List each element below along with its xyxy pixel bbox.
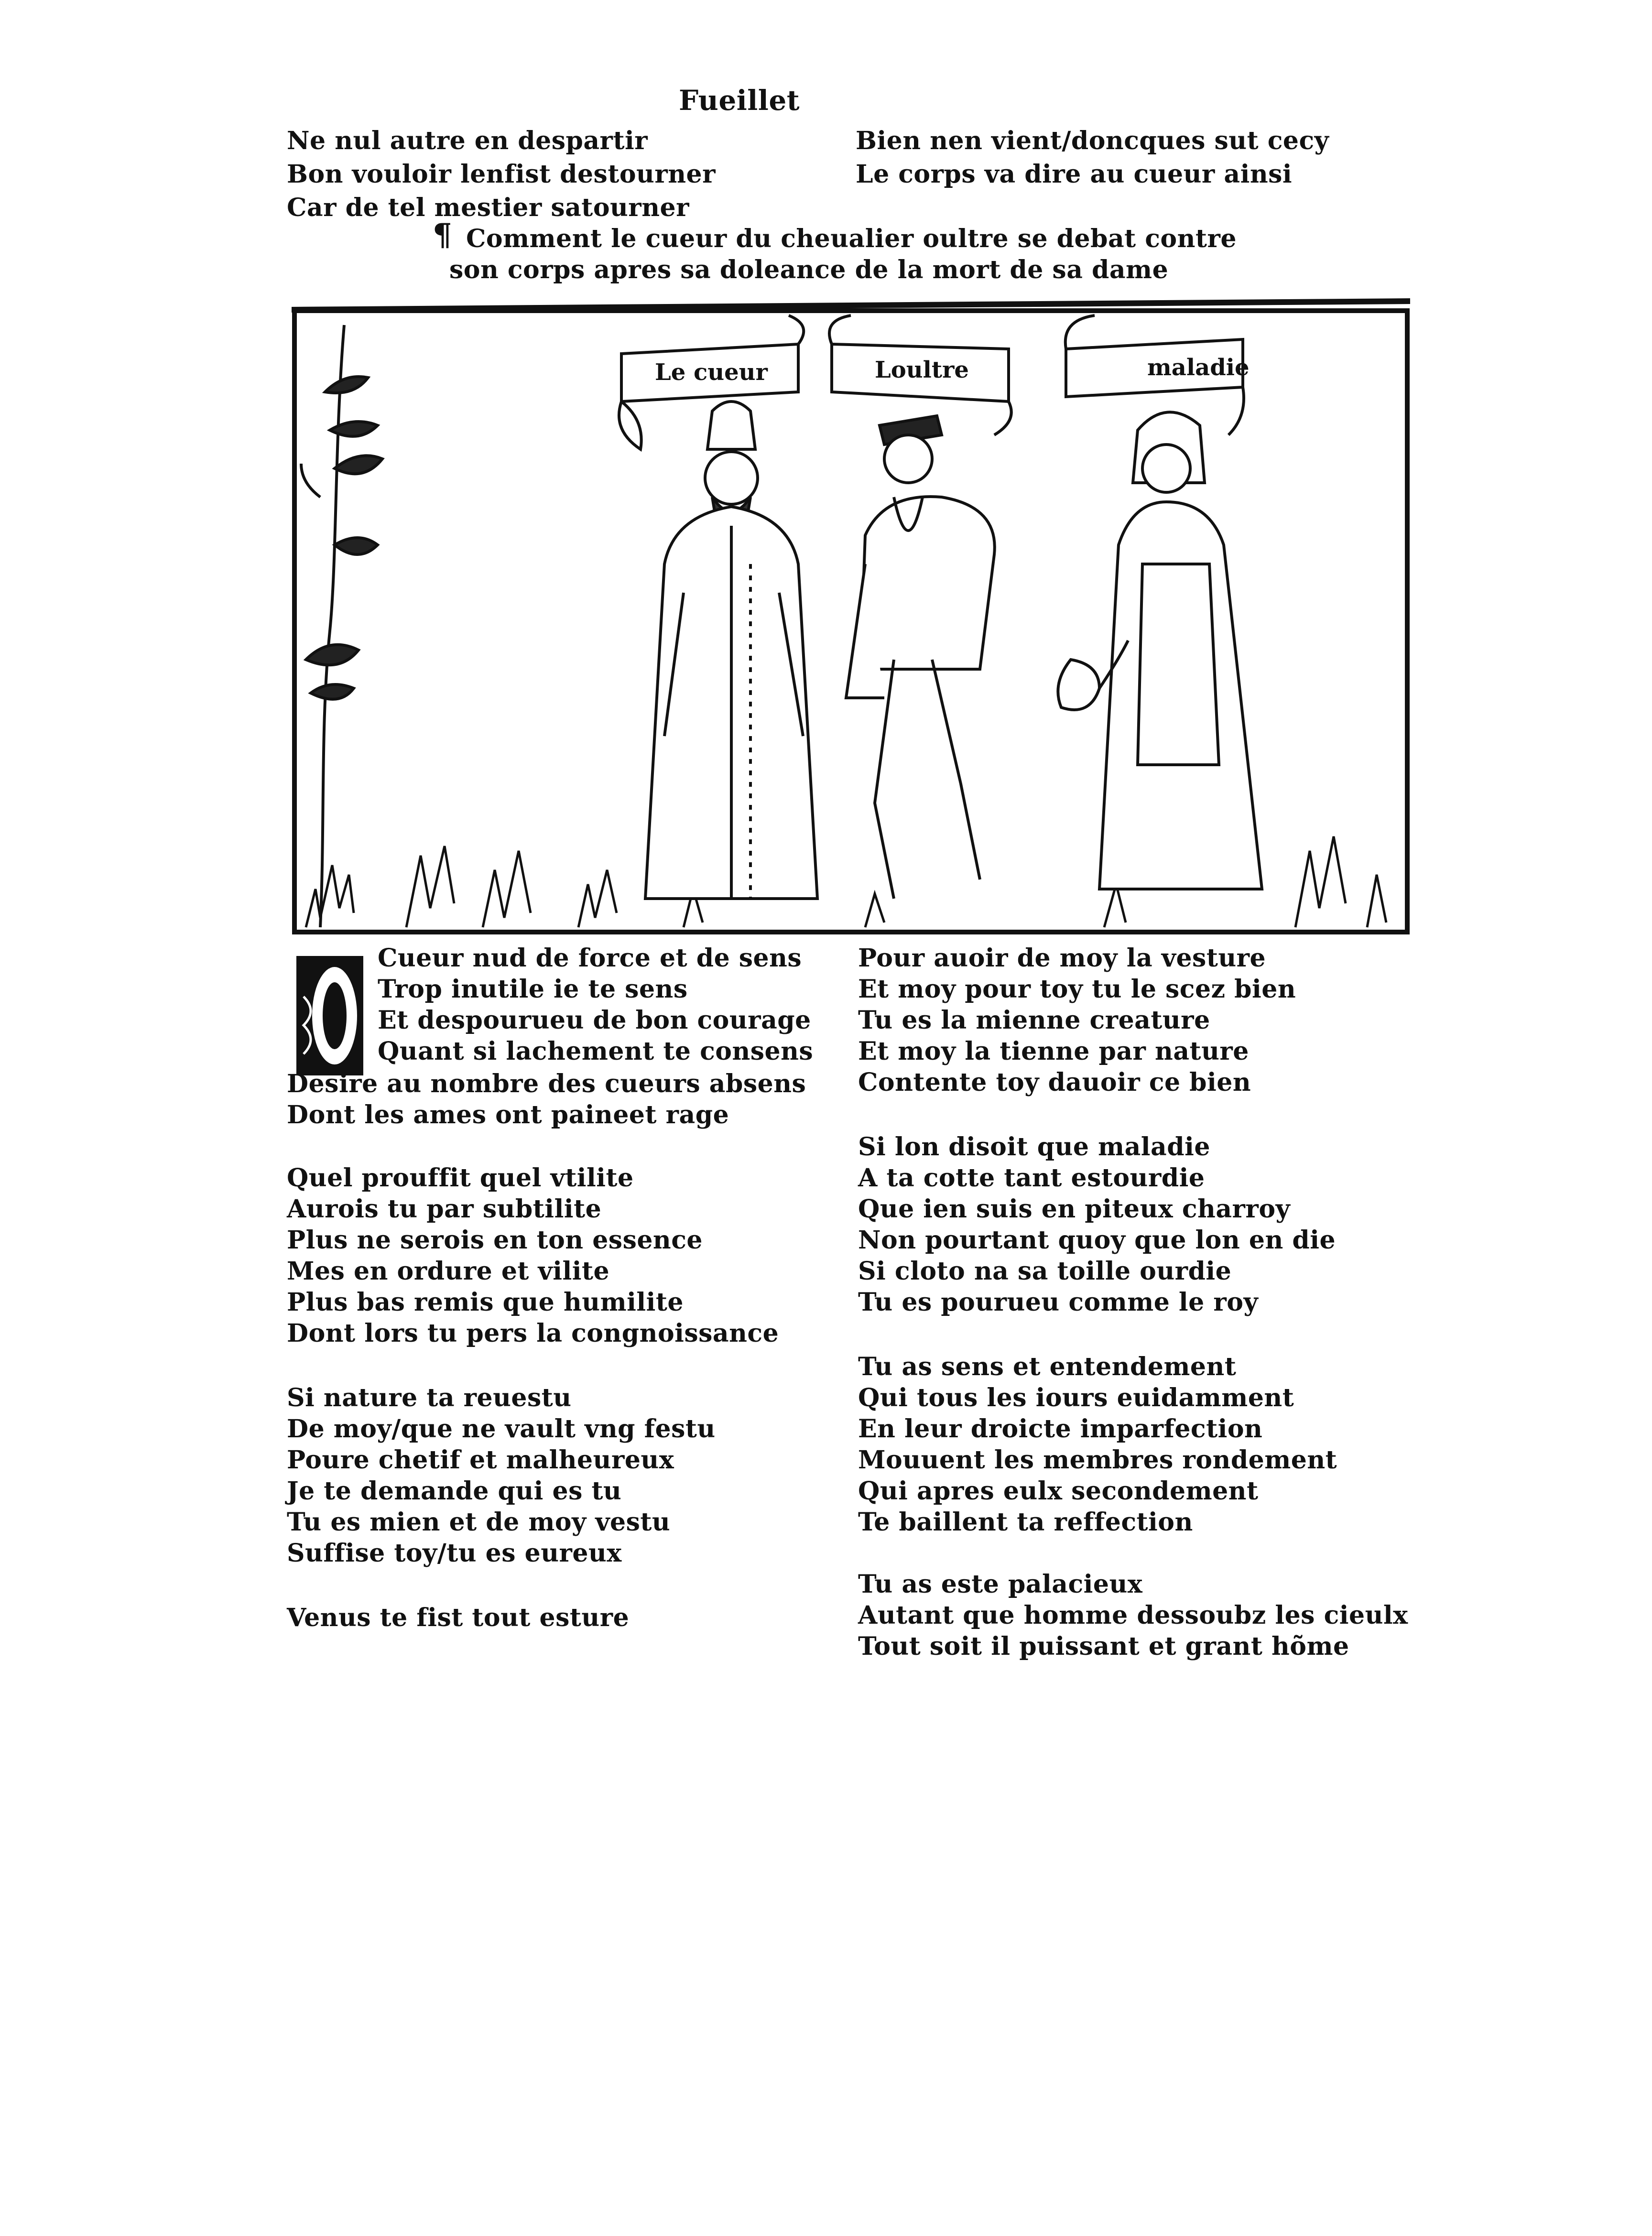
verse-line: Aurois tu par subtilite — [287, 1194, 602, 1224]
verse-line: Dont lors tu pers la congnoissance — [287, 1319, 779, 1348]
verse-line: Ne nul autre en despartir — [287, 126, 648, 155]
verse-line: Tu es mien et de moy vestu — [287, 1508, 671, 1537]
banner-label: maladie — [1147, 354, 1250, 381]
rubric-line: Comment le cueur du cheualier oultre se debat contre — [466, 224, 1237, 253]
banner-label: Le cueur — [655, 359, 768, 386]
verse-line: Tu es pourueu comme le roy — [858, 1288, 1259, 1317]
verse-line: Autant que homme dessoubz les cieulx — [858, 1601, 1408, 1630]
folio-header: Fueillet — [679, 84, 800, 117]
figure-maladie — [1058, 412, 1262, 889]
verse-line: En leur droicte imparfection — [858, 1414, 1263, 1444]
verse-line: Suffise toy/tu es eureux — [287, 1539, 622, 1568]
verse-line: Venus te fist tout esture — [287, 1603, 630, 1632]
verse-line: Qui apres eulx secondement — [858, 1476, 1259, 1506]
verse-line: Trop inutile ie te sens — [378, 975, 688, 1004]
verse-line: Et despourueu de bon courage — [378, 1006, 811, 1035]
figure-loultre — [846, 416, 995, 899]
verse-line: Le corps va dire au cueur ainsi — [856, 160, 1293, 189]
verse-line: Dont les ames ont paineet rage — [287, 1100, 729, 1129]
banner-label: Loultre — [875, 357, 969, 383]
verse-line: Te baillent ta reffection — [858, 1508, 1193, 1537]
verse-line: Je te demande qui es tu — [287, 1476, 622, 1506]
verse-line: De moy/que ne vault vng festu — [287, 1414, 716, 1444]
verse-line: Desire au nombre des cueurs absens — [287, 1069, 806, 1098]
verse-line: Quel prouffit quel vtilite — [287, 1163, 634, 1193]
verse-line: Si cloto na sa toille ourdie — [858, 1257, 1232, 1286]
verse-line: Si lon disoit que maladie — [858, 1132, 1210, 1161]
verse-line: Mouuent les membres rondement — [858, 1445, 1337, 1475]
verse-line: Tu es la mienne creature — [858, 1006, 1210, 1035]
verse-line: Qui tous les iours euidamment — [858, 1383, 1294, 1412]
verse-line: Car de tel mestier satourner — [287, 193, 689, 222]
decorated-initial-icon — [294, 954, 366, 1078]
verse-line: Bon vouloir lenfist destourner — [287, 160, 716, 189]
rubric-line: son corps apres sa doleance de la mort de sa dame — [449, 255, 1169, 284]
verse-line: Plus ne serois en ton essence — [287, 1226, 703, 1255]
verse-line: Contente toy dauoir ce bien — [858, 1068, 1251, 1097]
verse-line: Cueur nud de force et de sens — [378, 944, 802, 973]
verse-line: Poure chetif et malheureux — [287, 1445, 674, 1475]
verse-line: Que ien suis en piteux charroy — [858, 1194, 1291, 1224]
verse-line: Bien nen vient/doncques sut cecy — [856, 126, 1329, 155]
verse-line: Si nature ta reuestu — [287, 1383, 572, 1412]
verse-line: Non pourtant quoy que lon en die — [858, 1226, 1336, 1255]
woodcut-illustration — [292, 296, 1410, 937]
verse-line: A ta cotte tant estourdie — [858, 1163, 1205, 1193]
verse-line: Tu as este palacieux — [858, 1570, 1143, 1599]
verse-line: Et moy la tienne par nature — [858, 1037, 1249, 1066]
verse-line: Mes en ordure et vilite — [287, 1257, 610, 1286]
verse-line: Plus bas remis que humilite — [287, 1288, 684, 1317]
tree-icon — [301, 325, 382, 927]
verse-line: Tout soit il puissant et grant hõme — [858, 1632, 1349, 1661]
verse-line: Pour auoir de moy la vesture — [858, 944, 1266, 973]
verse-line: Quant si lachement te consens — [378, 1037, 814, 1066]
verse-line: Et moy pour toy tu le scez bien — [858, 975, 1296, 1004]
pilcrow-mark: ¶ — [433, 217, 453, 253]
verse-line: Tu as sens et entendement — [858, 1352, 1237, 1381]
figure-le-cueur — [645, 402, 817, 899]
